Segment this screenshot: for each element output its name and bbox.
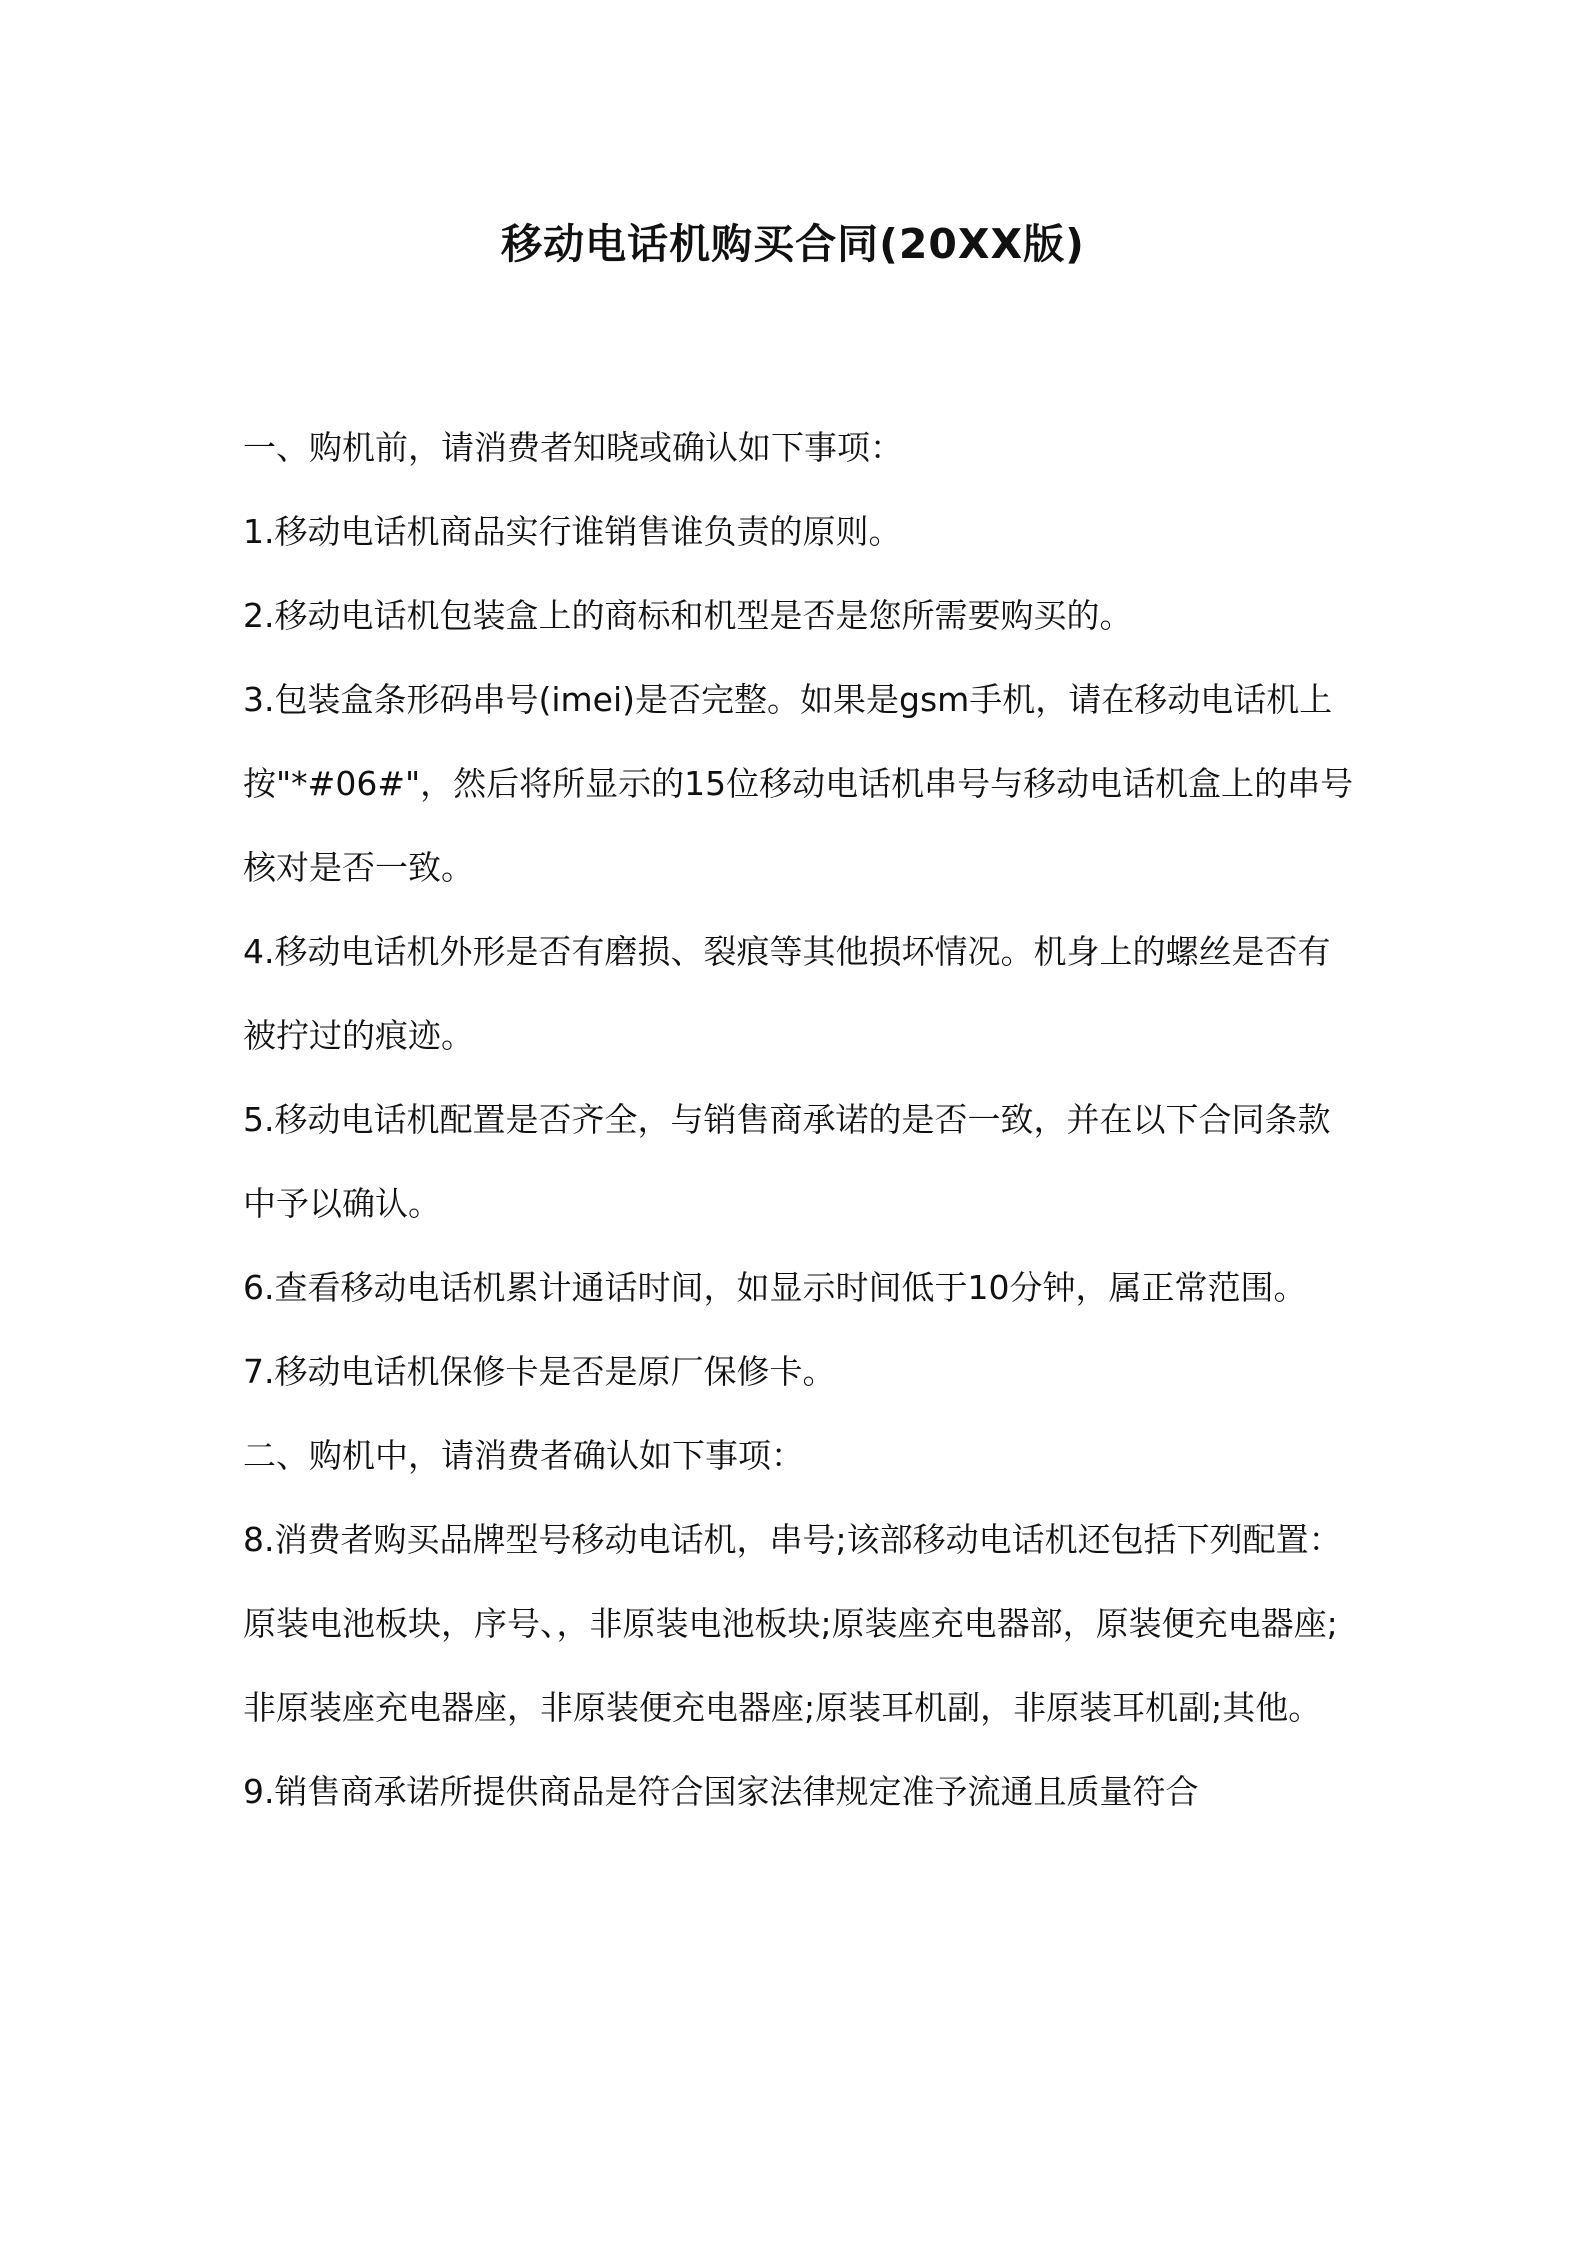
- clause-5: 5.移动电话机配置是否齐全，与销售商承诺的是否一致，并在以下合同条款中予以确认。: [243, 1100, 1331, 1223]
- section-heading-before-purchase: 一、购机前，请消费者知晓或确认如下事项：: [243, 428, 903, 467]
- clause-4: 4.移动电话机外形是否有磨损、裂痕等其他损坏情况。机身上的螺丝是否有被拧过的痕迹。: [243, 932, 1331, 1055]
- document-title: 移动电话机购买合同(20XX版): [501, 220, 1085, 268]
- document-body: [243, 406, 1361, 1834]
- clause-6: 6.查看移动电话机累计通话时间，如显示时间低于10分钟，属正常范围。: [243, 1268, 1307, 1307]
- clause-3: 3.包装盒条形码串号(imei)是否完整。如果是gsm手机，请在移动电话机上按"*#06#"，然后将所显示的15位移动电话机串号与移动电话机盒上的串号核对是否一致。: [243, 680, 1354, 887]
- section-heading-during-purchase: 二、购机中，请消费者确认如下事项：: [243, 1436, 804, 1475]
- clause-7: 7.移动电话机保修卡是否是原厂保修卡。: [243, 1352, 836, 1391]
- clause-9: 9.销售商承诺所提供商品是符合国家法律规定准予流通且质量符合: [243, 1772, 1199, 1811]
- clause-1: 1.移动电话机商品实行谁销售谁负责的原则。: [243, 512, 902, 551]
- clause-8: 8.消费者购买品牌型号移动电话机，串号;该部移动电话机还包括下列配置：原装电池板块，序号、，非原装电池板块;原装座充电器部，原装便充电器座;非原装座充电器座，非原装便充电器座;原装耳机副，非原装耳机副;其他。: [243, 1520, 1342, 1727]
- clause-2: 2.移动电话机包装盒上的商标和机型是否是您所需要购买的。: [243, 596, 1133, 635]
